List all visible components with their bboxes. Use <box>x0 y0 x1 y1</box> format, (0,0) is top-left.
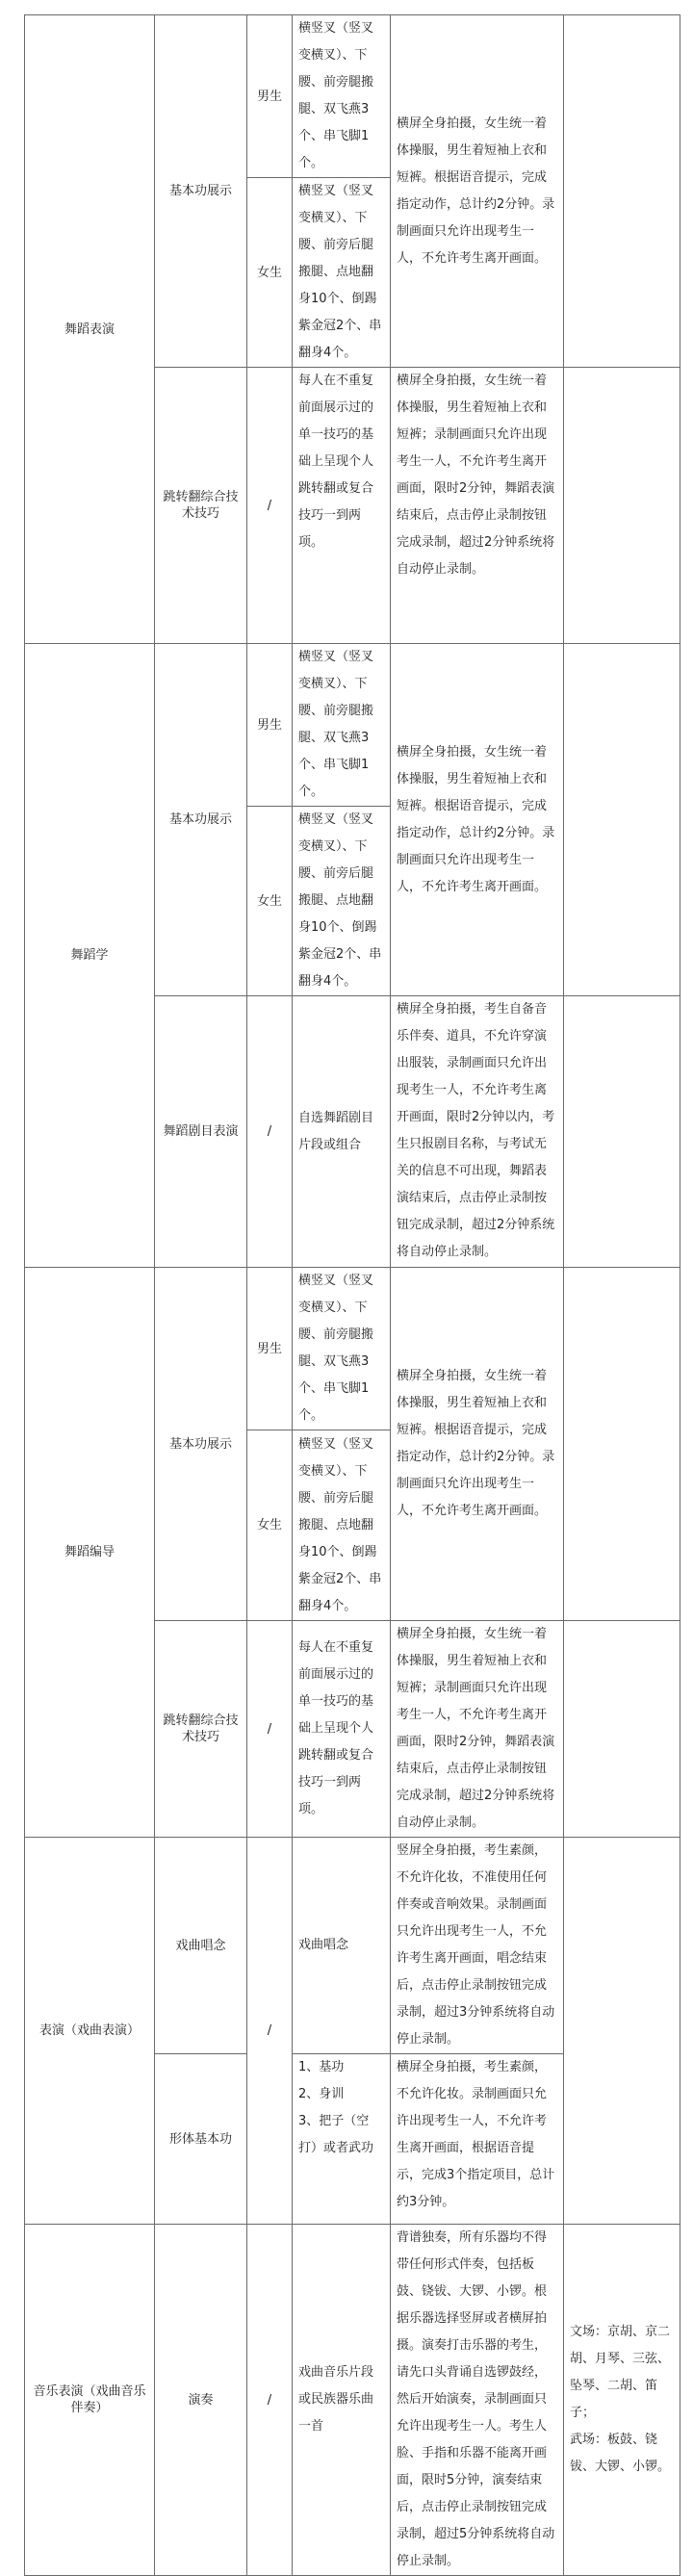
content-cell: 横竖叉（竖叉变横叉）、下腰、前旁腿搬腿、双飞燕3个、串飞脚1个。 <box>293 644 391 807</box>
subject-cell: 演奏 <box>155 2225 247 2576</box>
requirement-cell: 横屏全身拍摄，女生统一着体操服，男生着短袖上衣和短裤。根据语音提示，完成指定动作，总计约2分钟。录制画面只允许出现考生一人，不允许考生离开画面。 <box>391 644 564 996</box>
subject-cell: 基本功展示 <box>155 15 247 368</box>
subject-cell: 基本功展示 <box>155 644 247 996</box>
note-cell <box>564 2225 680 2576</box>
major-cell: 表演（戏曲表演） <box>25 1838 155 2225</box>
content-cell: 横竖叉（竖叉变横叉）、下腰、前旁后腿搬腿、点地翻身10个、倒踢紫金冠2个、串翻身4个。 <box>293 1430 391 1621</box>
note-cell <box>564 644 680 996</box>
content-cell <box>293 2054 391 2225</box>
instruments-wu: 武场：板鼓、铙钹、大锣、小锣。 <box>570 2433 671 2474</box>
major-cell: 音乐表演（戏曲音乐伴奏） <box>25 2225 155 2576</box>
gender-cell: 男生 <box>247 644 293 807</box>
content-cell: 自选舞蹈剧目片段或组合 <box>293 996 391 1268</box>
content-cell: 戏曲音乐片段或民族器乐曲一首 <box>293 2225 391 2576</box>
subject-cell: 基本功展示 <box>155 1268 247 1621</box>
requirement-cell: 横屏全身拍摄，女生统一着体操服，男生着短袖上衣和短裤。根据语音提示，完成指定动作，总计约2分钟。录制画面只允许出现考生一人，不允许考生离开画面。 <box>391 15 564 368</box>
subject-cell: 舞蹈剧目表演 <box>155 996 247 1268</box>
requirement-cell: 背谱独奏，所有乐器均不得带任何形式伴奏，包括板鼓、铙钹、大锣、小锣。根据乐器选择竖屏或者横屏拍摄。演奏打击乐器的考生，请先口头背诵自选锣鼓经，然后开始演奏，录制画面只允许出现考生一人。考生人脸、手指和乐器不能离开画面，限时5分钟，演奏结束后，点击停止录制按钮完成录制，超过5分钟系统将自动停止录制。 <box>391 2225 564 2576</box>
gender-cell: 女生 <box>247 807 293 996</box>
gender-cell: 男生 <box>247 1268 293 1430</box>
major-cell: 舞蹈学 <box>25 644 155 1268</box>
gender-cell: 女生 <box>247 1430 293 1621</box>
subject-cell: 形体基本功 <box>155 2054 247 2225</box>
requirement-cell: 横屏全身拍摄，女生统一着体操服，男生着短袖上衣和短裤；录制画面只允许出现考生一人，不允许考生离开画面，限时2分钟，舞蹈表演结束后，点击停止录制按钮完成录制，超过2分钟系统将自动停止录制。 <box>391 1621 564 1838</box>
major-cell: 舞蹈编导 <box>25 1268 155 1838</box>
content-cell: 每人在不重复前面展示过的单一技巧的基础上呈现个人跳转翻或复合技巧一到两项。 <box>293 368 391 644</box>
gender-cell: / <box>247 1621 293 1838</box>
table-row <box>25 644 680 807</box>
note-cell <box>564 996 680 1268</box>
gender-cell: / <box>247 368 293 644</box>
content-line: 1、基功 <box>298 2060 345 2074</box>
content-cell: 横竖叉（竖叉变横叉）、下腰、前旁腿搬腿、双飞燕3个、串飞脚1个。 <box>293 15 391 178</box>
requirement-cell: 横屏全身拍摄，考生自备音乐伴奏、道具，不允许穿演出服装，录制画面只允许出现考生一人，不允许考生离开画面，限时2分钟以内，考生只报剧目名称，与考试无关的信息不可出现，舞蹈表演结束后，点击停止录制按钮完成录制，超过2分钟系统将自动停止录制。 <box>391 996 564 1268</box>
table-row <box>25 2225 680 2576</box>
content-cell: 戏曲唱念 <box>293 1838 391 2054</box>
gender-cell: / <box>247 1838 293 2225</box>
content-cell: 横竖叉（竖叉变横叉）、下腰、前旁腿搬腿、双飞燕3个、串飞脚1个。 <box>293 1268 391 1430</box>
table-row <box>25 1838 680 2054</box>
gender-cell: / <box>247 996 293 1268</box>
subject-cell: 跳转翻综合技术技巧 <box>155 368 247 644</box>
requirement-cell: 横屏全身拍摄，女生统一着体操服，男生着短袖上衣和短裤；录制画面只允许出现考生一人，不允许考生离开画面，限时2分钟，舞蹈表演结束后，点击停止录制按钮完成录制，超过2分钟系统将自动停止录制。 <box>391 368 564 644</box>
note-cell <box>564 368 680 644</box>
note-cell <box>564 1621 680 1838</box>
content-line: 2、身训 <box>298 2087 345 2101</box>
major-cell: 舞蹈表演 <box>25 15 155 644</box>
exam-requirements-table <box>24 14 680 2576</box>
requirement-cell: 横屏全身拍摄，考生素颜，不允许化妆。录制画面只允许出现考生一人，不允许考生离开画面，根据语音提示，完成3个指定项目，总计约3分钟。 <box>391 2054 564 2225</box>
gender-cell: 女生 <box>247 178 293 368</box>
table-row <box>25 1268 680 1430</box>
gender-cell: 男生 <box>247 15 293 178</box>
gender-cell: / <box>247 2225 293 2576</box>
requirement-cell: 竖屏全身拍摄，考生素颜，不允许化妆，不准使用任何伴奏或音响效果。录制画面只允许出现考生一人，不允许考生离开画面，唱念结束后，点击停止录制按钮完成录制，超过3分钟系统将自动停止录制。 <box>391 1838 564 2054</box>
note-cell <box>564 15 680 368</box>
content-cell: 横竖叉（竖叉变横叉）、下腰、前旁后腿搬腿、点地翻身10个、倒踢紫金冠2个、串翻身4个。 <box>293 807 391 996</box>
subject-cell: 跳转翻综合技术技巧 <box>155 1621 247 1838</box>
note-cell <box>564 1268 680 1621</box>
instruments-wen: 文场：京胡、京二胡、月琴、三弦、坠琴、二胡、笛子； <box>570 2325 671 2420</box>
subject-cell: 戏曲唱念 <box>155 1838 247 2054</box>
note-cell <box>564 1838 680 2225</box>
content-cell: 横竖叉（竖叉变横叉）、下腰、前旁后腿搬腿、点地翻身10个、倒踢紫金冠2个、串翻身4个。 <box>293 178 391 368</box>
content-line: 3、把子（空打）或者武功 <box>298 2114 374 2155</box>
requirement-cell: 横屏全身拍摄，女生统一着体操服，男生着短袖上衣和短裤。根据语音提示，完成指定动作，总计约2分钟。录制画面只允许出现考生一人，不允许考生离开画面。 <box>391 1268 564 1621</box>
content-cell: 每人在不重复前面展示过的单一技巧的基础上呈现个人跳转翻或复合技巧一到两项。 <box>293 1621 391 1838</box>
table-row <box>25 15 680 178</box>
